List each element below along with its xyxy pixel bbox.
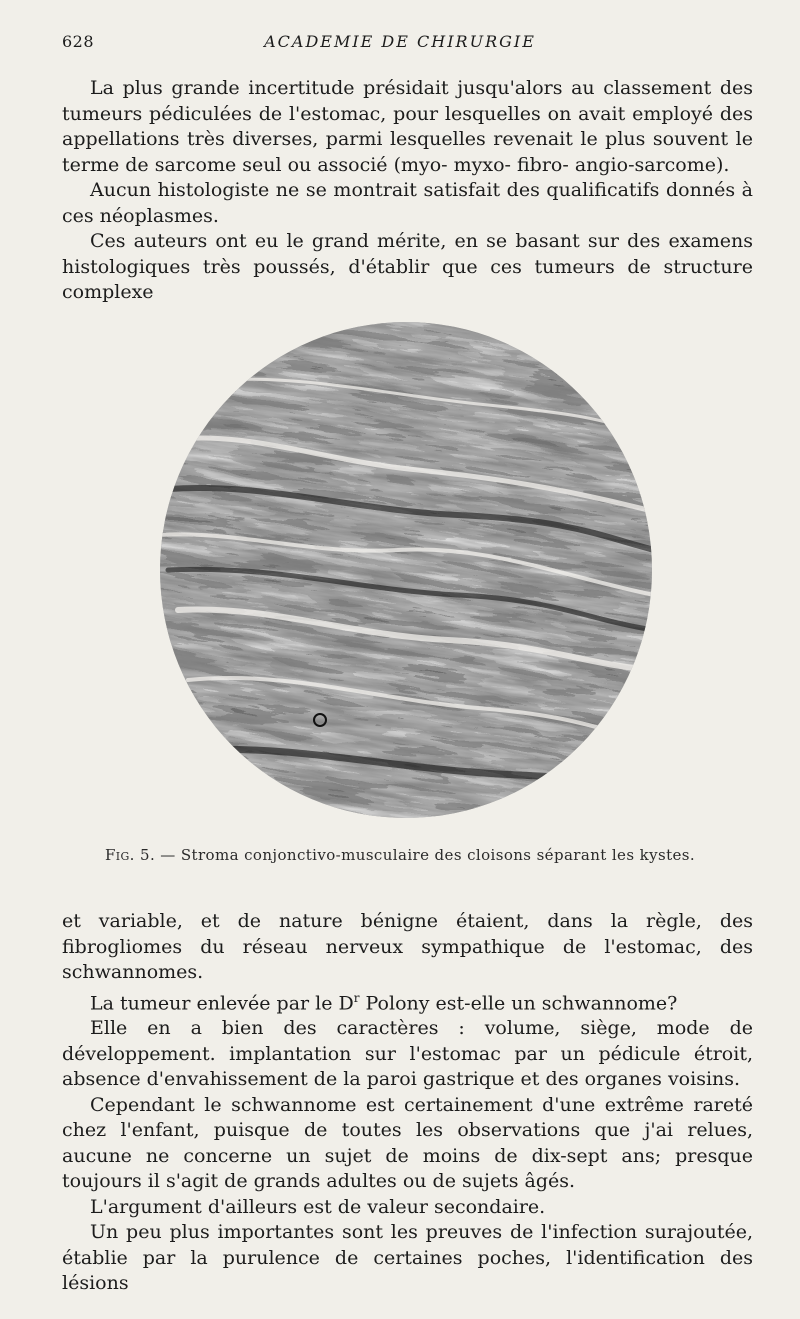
paragraph: Cependant le schwannome est certainement d'une extrême rareté chez l'enfant, puisque de toutes les observations que j'ai relues, aucune ne concerne un sujet de moins de dix-sept ans; presque toujours il s'agit de grands adultes ou de sujets âgés.	[62, 1093, 753, 1193]
paragraph: Elle en a bien des caractères : volume, siège, mode de développement. implantation sur l'estomac par un pédicule étroit, absence d'envahissement de la paroi gastrique et des organes voisins.	[62, 1017, 753, 1091]
paragraph	[62, 986, 753, 1017]
micrograph-figure	[158, 320, 654, 820]
running-head: ACADEMIE DE CHIRURGIE	[264, 32, 536, 51]
page-number: 628	[62, 32, 95, 51]
question-text-start: La tumeur enlevée par le D	[90, 991, 354, 1014]
doctor-abbrev-superscript: r	[353, 990, 360, 1005]
micrograph-image	[158, 320, 654, 820]
figure-caption	[0, 846, 800, 864]
paragraph: La plus grande incertitude présidait jusqu'alors au classement des tumeurs pédiculées de l'estomac, pour lesquelles on avait employé des appellations très diverses, parmi lesquelles revenait le plus souvent le terme de sarcome seul ou associé (myo- myxo- fibro- angio-sarcome).	[62, 77, 753, 176]
continuation-line: et variable, et de nature bénigne étaient, dans la règle, des fibrogliomes du réseau nerveux sympathique de l'estomac, des schwannomes.	[62, 910, 753, 983]
body-text-top	[62, 76, 753, 306]
figure-label: Fig. 5.	[104, 846, 156, 864]
paragraph: L'argument d'ailleurs est de valeur secondaire.	[90, 1195, 546, 1218]
paragraph: Un peu plus importantes sont les preuves de l'infection surajoutée, établie par la purulence de certaines poches, l'identification des lésions	[62, 1221, 753, 1295]
question-text-end: Polony est-elle un schwannome?	[359, 991, 678, 1014]
paragraph: Ces auteurs ont eu le grand mérite, en se basant sur des examens histologiques très poussés, d'établir que ces tumeurs de structure complexe	[62, 230, 753, 303]
body-text-bottom	[62, 909, 753, 1297]
paragraph: Aucun histologiste ne se montrait satisfait des qualificatifs donnés à ces néoplasmes.	[62, 179, 753, 227]
caption-text: — Stroma conjonctivo-musculaire des cloisons séparant les kystes.	[155, 846, 696, 864]
